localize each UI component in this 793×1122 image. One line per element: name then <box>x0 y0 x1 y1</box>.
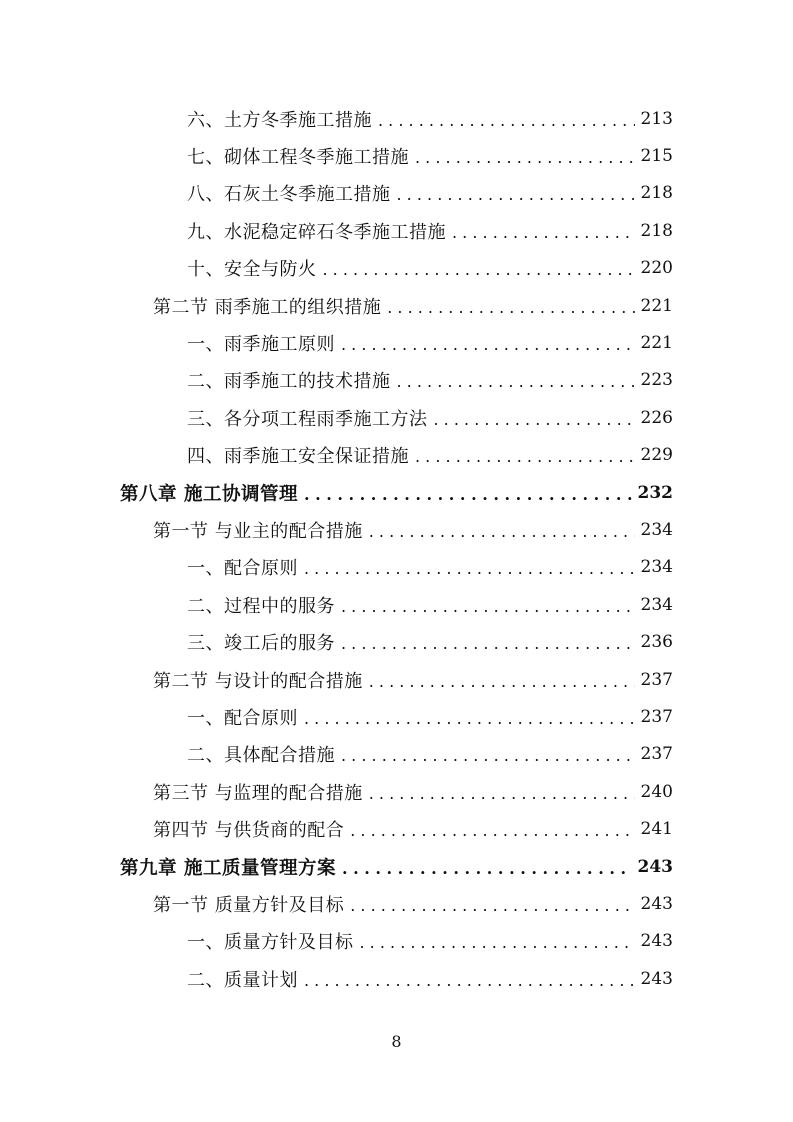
toc-entry-section[interactable] <box>0 511 793 548</box>
toc-entry-label: 第八章 施工协调管理 <box>120 483 298 505</box>
toc-entry-page: 220 <box>640 258 673 279</box>
toc-entry-page: 213 <box>640 108 673 129</box>
toc-entry-page: 229 <box>640 445 673 466</box>
toc-entry-section[interactable] <box>0 885 793 922</box>
toc-entry[interactable] <box>0 437 793 474</box>
toc-leader-dots <box>341 636 635 652</box>
toc-entry-section[interactable] <box>0 287 793 324</box>
toc-entry-chapter[interactable] <box>0 474 793 511</box>
toc-entry-page: 215 <box>640 146 673 167</box>
toc-entry-label: 第三节 与监理的配合措施 <box>153 782 363 804</box>
toc-entry[interactable] <box>0 100 793 137</box>
toc-entry-label: 七、砌体工程冬季施工措施 <box>187 147 409 169</box>
toc-entry-page: 234 <box>640 557 673 578</box>
toc-leader-dots <box>397 374 635 390</box>
toc-entry-page: 236 <box>640 632 673 653</box>
toc-leader-dots <box>341 748 635 764</box>
toc-entry[interactable] <box>0 736 793 773</box>
toc-leader-dots <box>415 150 635 166</box>
toc-entry-page: 237 <box>640 744 673 765</box>
toc-entry[interactable] <box>0 698 793 735</box>
toc-entry-label: 二、质量计划 <box>187 969 298 991</box>
toc-entry-page: 218 <box>640 220 673 241</box>
toc-entry-page: 240 <box>640 781 673 802</box>
page-number: 8 <box>391 1032 402 1051</box>
toc-entry[interactable] <box>0 623 793 660</box>
toc-entry-label: 四、雨季施工安全保证措施 <box>187 446 409 468</box>
toc-leader-dots <box>304 561 635 577</box>
toc-entry-label: 六、土方冬季施工措施 <box>187 109 372 131</box>
toc-entry-page: 226 <box>640 407 673 428</box>
toc-entry[interactable] <box>0 250 793 287</box>
toc-entry[interactable] <box>0 137 793 174</box>
toc-entry[interactable] <box>0 399 793 436</box>
toc-entry[interactable] <box>0 586 793 623</box>
toc-entry[interactable] <box>0 960 793 997</box>
toc-entry-label: 八、石灰土冬季施工措施 <box>187 184 391 206</box>
toc-entry-label: 第二节 雨季施工的组织措施 <box>153 296 382 318</box>
toc-leader-dots <box>387 300 634 316</box>
toc-entry-section[interactable] <box>0 810 793 847</box>
toc-leader-dots <box>350 898 634 914</box>
toc-entry-section[interactable] <box>0 773 793 810</box>
toc-leader-dots <box>304 973 635 989</box>
toc-entry[interactable] <box>0 923 793 960</box>
toc-entry-page: 237 <box>640 706 673 727</box>
toc-entry-label: 第二节 与设计的配合措施 <box>153 670 363 692</box>
toc-entry-page: 234 <box>640 519 673 540</box>
toc-leader-dots <box>378 113 635 129</box>
toc-leader-dots <box>350 823 634 839</box>
toc-leader-dots <box>369 524 635 540</box>
toc-entry-label: 三、竣工后的服务 <box>187 633 335 655</box>
toc-entry-label: 一、配合原则 <box>187 707 298 729</box>
toc-entry[interactable] <box>0 212 793 249</box>
toc-entry-page: 232 <box>637 482 673 503</box>
toc-entry-page: 243 <box>640 931 673 952</box>
toc-entry-page: 218 <box>640 183 673 204</box>
toc-leader-dots <box>452 225 635 241</box>
toc-entry-label: 一、质量方针及目标 <box>187 932 354 954</box>
toc-leader-dots <box>304 711 635 727</box>
toc-entry-label: 十、安全与防火 <box>187 259 317 281</box>
toc-entry-label: 第四节 与供货商的配合 <box>153 820 345 842</box>
toc-leader-dots <box>397 187 635 203</box>
toc-leader-dots <box>369 674 635 690</box>
toc-entry-page: 223 <box>640 370 673 391</box>
toc-entry-page: 243 <box>637 856 673 877</box>
toc-entry-label: 第九章 施工质量管理方案 <box>120 857 336 879</box>
toc-leader-dots <box>341 337 635 353</box>
toc-leader-dots <box>434 412 635 428</box>
toc-entry[interactable] <box>0 175 793 212</box>
toc-leader-dots <box>341 599 635 615</box>
toc-leader-dots <box>369 786 635 802</box>
toc-leader-dots <box>360 935 635 951</box>
toc-entry[interactable] <box>0 324 793 361</box>
toc-entry-chapter[interactable] <box>0 848 793 885</box>
toc-entry-page: 221 <box>640 295 673 316</box>
toc-entry-label: 三、各分项工程雨季施工方法 <box>187 408 428 430</box>
toc-entry-page: 241 <box>640 819 673 840</box>
toc-entry-label: 第一节 质量方针及目标 <box>153 894 345 916</box>
toc-entry-page: 237 <box>640 669 673 690</box>
toc-leader-dots <box>323 262 635 278</box>
toc-entry-page: 243 <box>640 893 673 914</box>
toc-entry-label: 二、过程中的服务 <box>187 595 335 617</box>
table-of-contents <box>0 100 793 997</box>
toc-entry-label: 二、具体配合措施 <box>187 745 335 767</box>
toc-entry-label: 九、水泥稳定碎石冬季施工措施 <box>187 221 446 243</box>
toc-entry[interactable] <box>0 362 793 399</box>
toc-entry-label: 一、配合原则 <box>187 558 298 580</box>
toc-entry-label: 二、雨季施工的技术措施 <box>187 371 391 393</box>
toc-entry-page: 221 <box>640 333 673 354</box>
toc-entry-section[interactable] <box>0 661 793 698</box>
toc-leader-dots <box>304 487 632 503</box>
toc-leader-dots <box>415 449 635 465</box>
toc-entry-page: 243 <box>640 968 673 989</box>
toc-entry-label: 一、雨季施工原则 <box>187 334 335 356</box>
toc-entry-label: 第一节 与业主的配合措施 <box>153 520 363 542</box>
toc-entry[interactable] <box>0 549 793 586</box>
toc-entry-page: 234 <box>640 594 673 615</box>
toc-leader-dots <box>342 861 632 877</box>
